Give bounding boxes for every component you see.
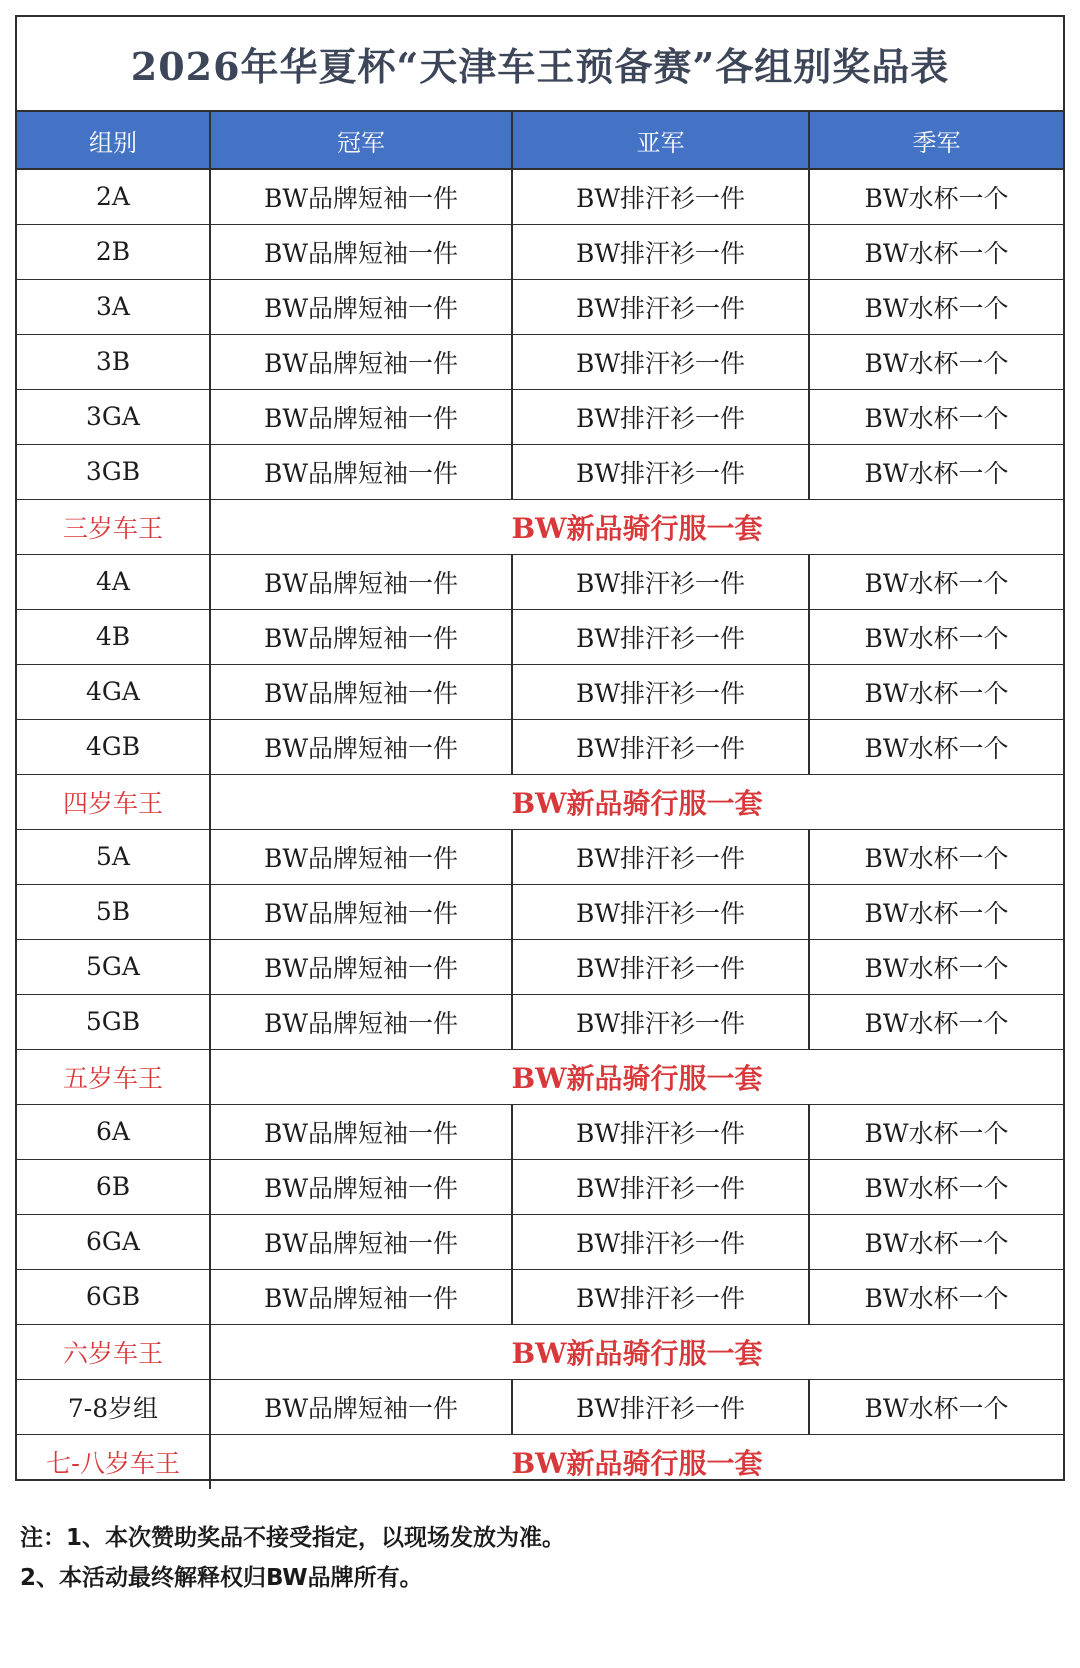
group-cell: 3B xyxy=(17,334,210,389)
table-row xyxy=(17,884,1063,939)
third-place-prize-cell: BW水杯一个 xyxy=(809,554,1063,609)
third-place-prize-cell: BW水杯一个 xyxy=(809,719,1063,774)
third-place-prize-cell: BW水杯一个 xyxy=(809,1379,1063,1434)
king-row xyxy=(17,1434,1063,1489)
third-place-prize-cell: BW水杯一个 xyxy=(809,279,1063,334)
table-header-row xyxy=(17,112,1063,169)
champion-prize-cell: BW品牌短袖一件 xyxy=(210,1379,512,1434)
runner-up-prize-cell: BW排汗衫一件 xyxy=(512,1104,809,1159)
champion-prize-cell: BW品牌短袖一件 xyxy=(210,609,512,664)
third-place-prize-cell: BW水杯一个 xyxy=(809,1159,1063,1214)
king-title-cell: 四岁车王 xyxy=(17,774,210,829)
third-place-prize-cell: BW水杯一个 xyxy=(809,444,1063,499)
third-place-prize-cell: BW水杯一个 xyxy=(809,1214,1063,1269)
third-place-prize-cell: BW水杯一个 xyxy=(809,1269,1063,1324)
footnote-line: 注：1、本次赞助奖品不接受指定，以现场发放为准。 xyxy=(20,1525,566,1551)
table-row xyxy=(17,829,1063,884)
king-prize-cell: BW新品骑行服一套 xyxy=(210,1434,1063,1489)
king-prize-cell: BW新品骑行服一套 xyxy=(210,1324,1063,1379)
king-title-cell: 七-八岁车王 xyxy=(17,1434,210,1489)
column-header-champion: 冠军 xyxy=(210,112,512,169)
runner-up-prize-cell: BW排汗衫一件 xyxy=(512,994,809,1049)
group-cell: 5GA xyxy=(17,939,210,994)
runner-up-prize-cell: BW排汗衫一件 xyxy=(512,829,809,884)
column-header-group: 组别 xyxy=(17,112,210,169)
group-cell: 6A xyxy=(17,1104,210,1159)
third-place-prize-cell: BW水杯一个 xyxy=(809,169,1063,224)
runner-up-prize-cell: BW排汗衫一件 xyxy=(512,719,809,774)
group-cell: 4B xyxy=(17,609,210,664)
runner-up-prize-cell: BW排汗衫一件 xyxy=(512,939,809,994)
king-prize-cell: BW新品骑行服一套 xyxy=(210,774,1063,829)
third-place-prize-cell: BW水杯一个 xyxy=(809,334,1063,389)
table-row xyxy=(17,279,1063,334)
third-place-prize-cell: BW水杯一个 xyxy=(809,1104,1063,1159)
king-title-cell: 五岁车王 xyxy=(17,1049,210,1104)
champion-prize-cell: BW品牌短袖一件 xyxy=(210,169,512,224)
champion-prize-cell: BW品牌短袖一件 xyxy=(210,884,512,939)
table-row xyxy=(17,389,1063,444)
king-prize-cell: BW新品骑行服一套 xyxy=(210,499,1063,554)
champion-prize-cell: BW品牌短袖一件 xyxy=(210,664,512,719)
champion-prize-cell: BW品牌短袖一件 xyxy=(210,719,512,774)
table-row xyxy=(17,994,1063,1049)
group-cell: 3GA xyxy=(17,389,210,444)
group-cell: 5B xyxy=(17,884,210,939)
runner-up-prize-cell: BW排汗衫一件 xyxy=(512,334,809,389)
champion-prize-cell: BW品牌短袖一件 xyxy=(210,224,512,279)
king-row xyxy=(17,1049,1063,1104)
group-cell: 3GB xyxy=(17,444,210,499)
champion-prize-cell: BW品牌短袖一件 xyxy=(210,444,512,499)
champion-prize-cell: BW品牌短袖一件 xyxy=(210,829,512,884)
table-row xyxy=(17,1159,1063,1214)
champion-prize-cell: BW品牌短袖一件 xyxy=(210,334,512,389)
third-place-prize-cell: BW水杯一个 xyxy=(809,884,1063,939)
runner-up-prize-cell: BW排汗衫一件 xyxy=(512,1214,809,1269)
table-row xyxy=(17,719,1063,774)
runner-up-prize-cell: BW排汗衫一件 xyxy=(512,224,809,279)
third-place-prize-cell: BW水杯一个 xyxy=(809,994,1063,1049)
king-title-cell: 六岁车王 xyxy=(17,1324,210,1379)
third-place-prize-cell: BW水杯一个 xyxy=(809,829,1063,884)
footnote-line: 2、本活动最终解释权归BW品牌所有。 xyxy=(20,1565,423,1591)
champion-prize-cell: BW品牌短袖一件 xyxy=(210,389,512,444)
group-cell: 3A xyxy=(17,279,210,334)
king-title-cell: 三岁车王 xyxy=(17,499,210,554)
group-cell: 5GB xyxy=(17,994,210,1049)
group-cell: 2A xyxy=(96,182,130,212)
runner-up-prize-cell: BW排汗衫一件 xyxy=(512,554,809,609)
runner-up-prize-cell: BW排汗衫一件 xyxy=(512,1159,809,1214)
champion-prize-cell: BW品牌短袖一件 xyxy=(210,994,512,1049)
group-cell: 6GB xyxy=(17,1269,210,1324)
king-row xyxy=(17,1324,1063,1379)
runner-up-prize-cell: BW排汗衫一件 xyxy=(512,169,809,224)
runner-up-prize-cell: BW排汗衫一件 xyxy=(512,609,809,664)
table-row xyxy=(17,939,1063,994)
champion-prize-cell: BW品牌短袖一件 xyxy=(210,1214,512,1269)
group-cell: 4GA xyxy=(17,664,210,719)
column-header-third-place: 季军 xyxy=(809,112,1063,169)
table-row xyxy=(17,1214,1063,1269)
table-row xyxy=(17,1379,1063,1434)
runner-up-prize-cell: BW排汗衫一件 xyxy=(512,279,809,334)
group-cell: 6B xyxy=(17,1159,210,1214)
king-row xyxy=(17,499,1063,554)
third-place-prize-cell: BW水杯一个 xyxy=(809,389,1063,444)
champion-prize-cell: BW品牌短袖一件 xyxy=(210,1269,512,1324)
king-prize-cell: BW新品骑行服一套 xyxy=(210,1049,1063,1104)
third-place-prize-cell: BW水杯一个 xyxy=(809,664,1063,719)
page-title: 2026年华夏杯“天津车王预备赛”各组别奖品表 xyxy=(17,17,1063,112)
table-body xyxy=(17,169,1063,1489)
prize-sheet xyxy=(15,15,1065,1481)
group-cell: 7-8岁组 xyxy=(17,1379,210,1434)
king-row xyxy=(17,774,1063,829)
table-row xyxy=(17,664,1063,719)
champion-prize-cell: BW品牌短袖一件 xyxy=(210,554,512,609)
table-row xyxy=(17,444,1063,499)
group-cell: 4A xyxy=(17,554,210,609)
table-row xyxy=(17,224,1063,279)
group-cell: 2B xyxy=(17,224,210,279)
runner-up-prize-cell: BW排汗衫一件 xyxy=(512,444,809,499)
third-place-prize-cell: BW水杯一个 xyxy=(809,224,1063,279)
champion-prize-cell: BW品牌短袖一件 xyxy=(210,1159,512,1214)
runner-up-prize-cell: BW排汗衫一件 xyxy=(512,1379,809,1434)
table-row xyxy=(17,169,1063,224)
table-row xyxy=(17,609,1063,664)
column-header-runner-up: 亚军 xyxy=(512,112,809,169)
third-place-prize-cell: BW水杯一个 xyxy=(809,939,1063,994)
group-cell: 4GB xyxy=(17,719,210,774)
prize-table xyxy=(17,112,1063,1489)
table-row xyxy=(17,1269,1063,1324)
champion-prize-cell: BW品牌短袖一件 xyxy=(210,279,512,334)
table-row xyxy=(17,334,1063,389)
group-cell: 5A xyxy=(17,829,210,884)
runner-up-prize-cell: BW排汗衫一件 xyxy=(512,1269,809,1324)
runner-up-prize-cell: BW排汗衫一件 xyxy=(512,884,809,939)
third-place-prize-cell: BW水杯一个 xyxy=(809,609,1063,664)
runner-up-prize-cell: BW排汗衫一件 xyxy=(512,389,809,444)
runner-up-prize-cell: BW排汗衫一件 xyxy=(512,664,809,719)
footnotes xyxy=(20,1518,565,1598)
table-row xyxy=(17,1104,1063,1159)
table-row xyxy=(17,554,1063,609)
champion-prize-cell: BW品牌短袖一件 xyxy=(210,939,512,994)
group-cell: 6GA xyxy=(17,1214,210,1269)
champion-prize-cell: BW品牌短袖一件 xyxy=(210,1104,512,1159)
